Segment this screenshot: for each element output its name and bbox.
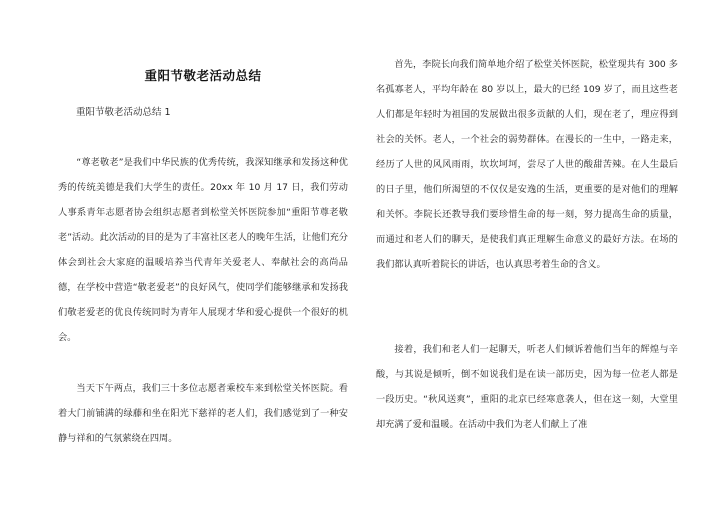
paragraph: 接着，我们和老人们一起聊天，听老人们倾诉着他们当年的辉煌与辛酸，与其说是倾听，倒不如说我们是在读一部历史，因为每一位老人都是一段历史。“秋风送爽”，重阳的北京已经寒意袭人，但在这一刻，大堂里却充满了爱和温暖。在活动中我们为老人们献上了准 [376, 344, 678, 430]
paragraph: “尊老敬老”是我们中华民族的优秀传统，我深知继承和发扬这种优秀的传统美德是我们大学生的责任。20xx 年 10 月 17 日，我们劳动人事系青年志愿者协会组织志愿者到松堂关怀医院参加“重阳节尊老敬老”活动。此次活动的目的是为了丰富社区老人的晚年生活，让他们充分体会到社会大家庭的温暖培养当代青年关爱老人、奉献社会的高尚品德，在学校中营造“敬老爱老”的良好风气，使同学们能够继承和发扬我们敬老爱老的优良传统同时为青年人展现才华和爱心提供一个很好的机会。 [58, 157, 348, 343]
document-subtitle: 重阳节敬老活动总结 1 [76, 107, 171, 118]
paragraph: 当天下午两点，我们三十多位志愿者乘校车来到松堂关怀医院。看着大门前铺满的绿藤和坐在阳光下慈祥的老人们，我们感觉到了一种安静与祥和的气氛萦绕在四周。 [58, 383, 348, 444]
paragraph: 首先，李院长向我们简单地介绍了松堂关怀医院，松堂现共有 300 多名孤寡老人，平均年龄在 80 岁以上，最大的已经 109 岁了，而且这些老人们都是年轻时为祖国的发展做出很多贡献的人们，现在老了，理应得到社会的关怀。老人，一个社会的弱势群体。在漫长的一生中，一路走来，经历了人世的风风雨雨，坎坎坷坷，尝尽了人世的酸甜苦辣。在人生最后的日子里，他们所渴望的不仅仅是安逸的生活，更重要的是对他们的理解和关怀。李院长还教导我们要珍惜生命的每一刻，努力提高生命的质量，而通过和老人们的聊天，是使我们真正理解生命意义的最好方法。在场的我们都认真听着院长的讲话，也认真思考着生命的含义。 [376, 59, 678, 270]
document-title: 重阳节敬老活动总结 [144, 68, 262, 83]
